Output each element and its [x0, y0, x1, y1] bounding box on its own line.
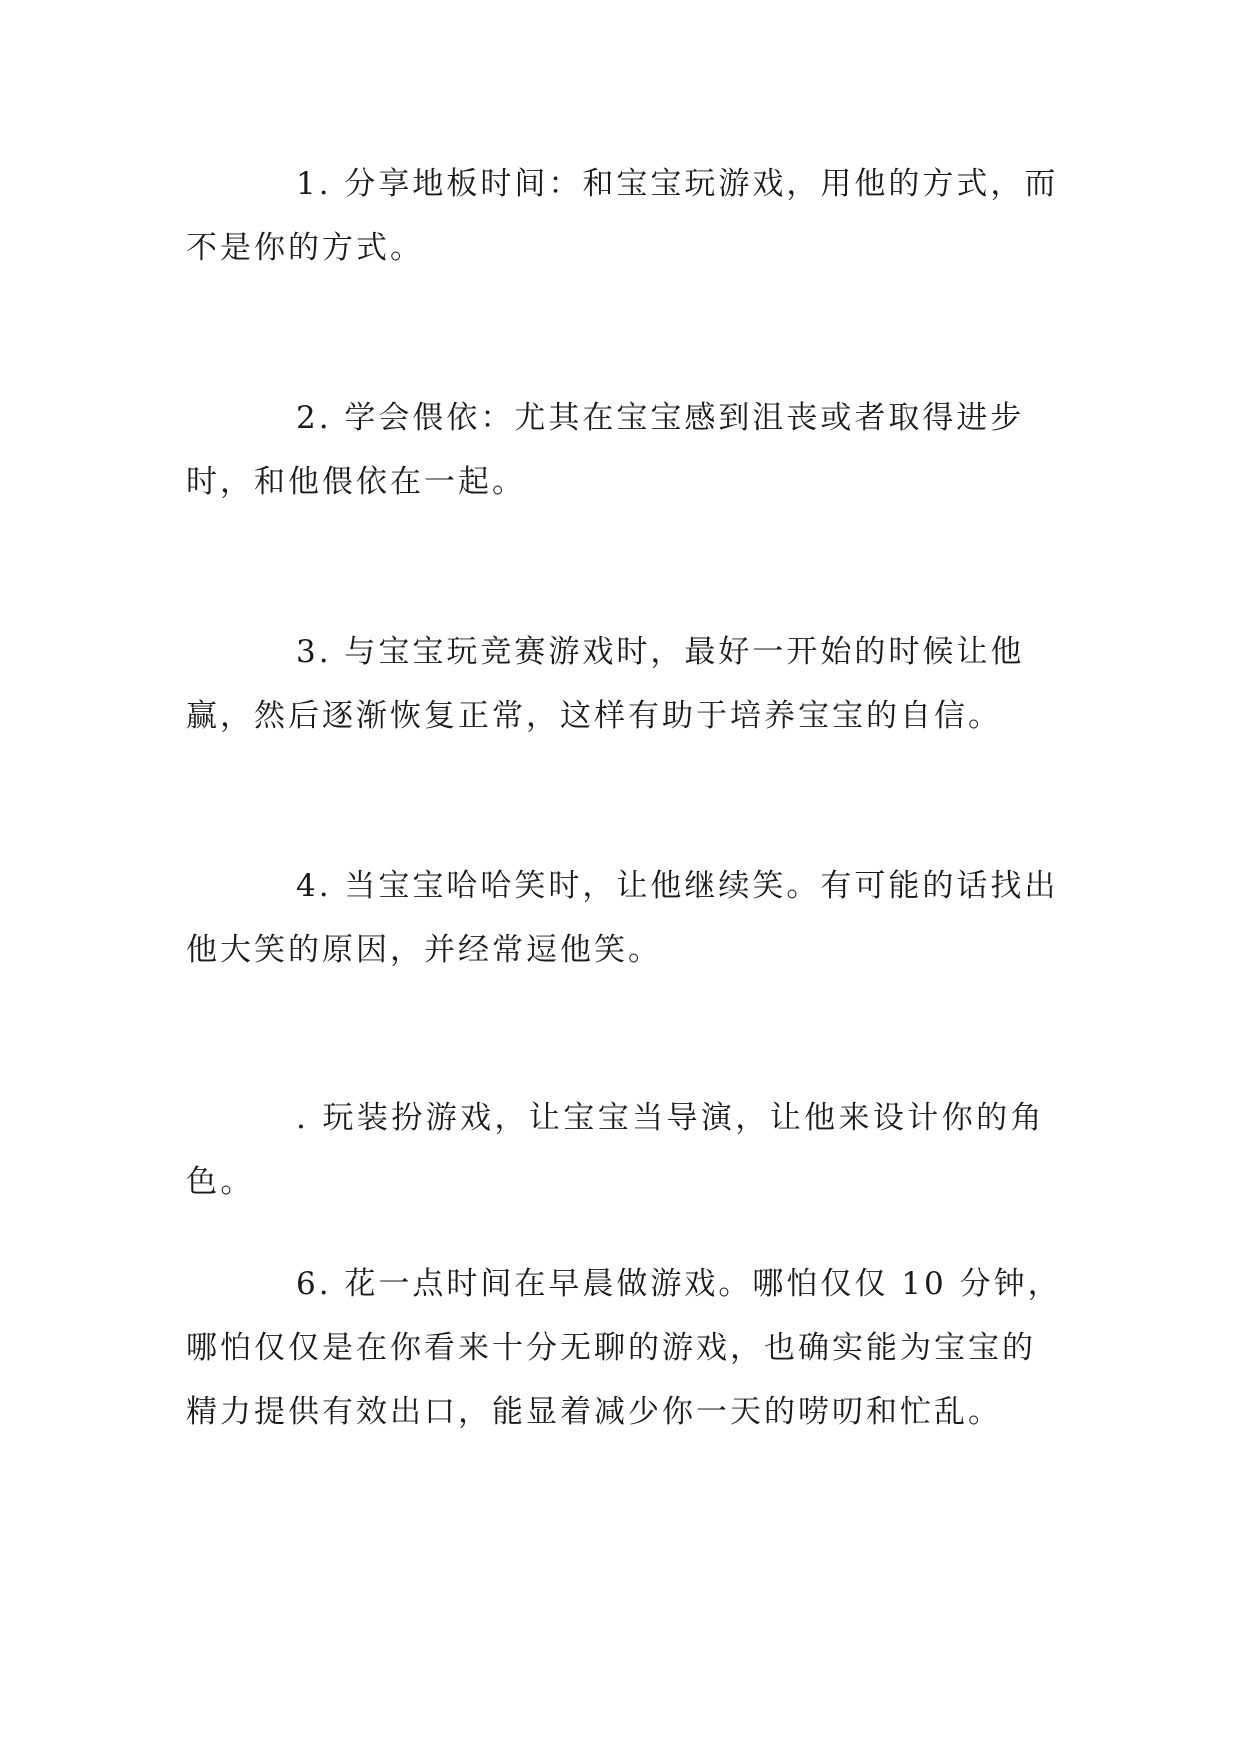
paragraph-4: 4. 当宝宝哈哈笑时，让他继续笑。有可能的话找出他大笑的原因，并经常逗他笑。	[186, 868, 1059, 968]
paragraph-3: 3. 与宝宝玩竞赛游戏时，最好一开始的时候让他赢，然后逐渐恢复正常，这样有助于培养宝宝的自信。	[186, 634, 1025, 734]
paragraph-5: . 玩装扮游戏，让宝宝当导演，让他来设计你的角色。	[186, 1100, 1045, 1200]
paragraph-1: 1. 分享地板时间：和宝宝玩游戏，用他的方式，而不是你的方式。	[186, 166, 1059, 266]
paragraph-6: 6. 花一点时间在早晨做游戏。哪怕仅仅 10 分钟，哪怕仅仅是在你看来十分无聊的游戏，也确实能为宝宝的精力提供有效出口，能显着减少你一天的唠叨和忙乱。	[186, 1266, 1062, 1430]
paragraph-2: 2. 学会偎依：尤其在宝宝感到沮丧或者取得进步时，和他偎依在一起。	[186, 400, 1025, 500]
